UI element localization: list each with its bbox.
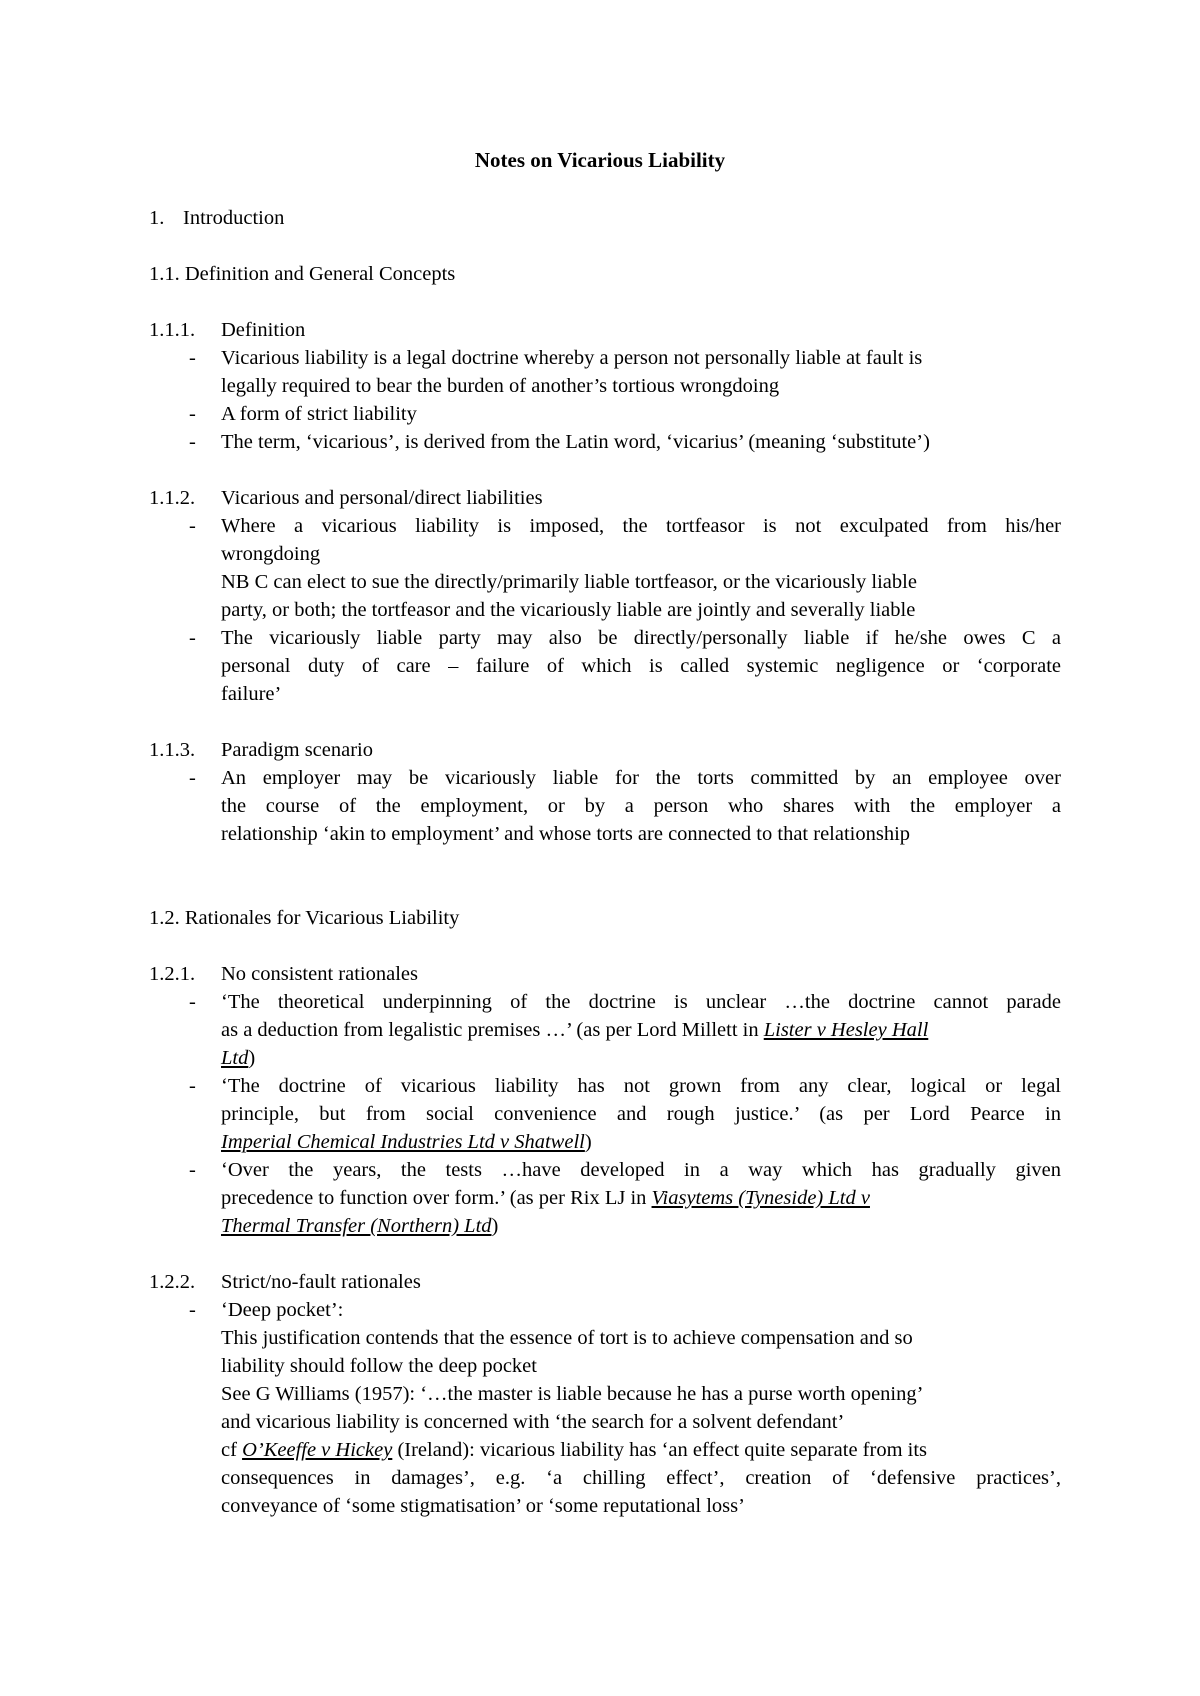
subsubsection-heading: Paradigm scenario: [221, 739, 373, 761]
quote-text-part: as a deduction from legalistic premises …’ (as per Lord Millett in: [221, 1019, 764, 1041]
bullet-text: legally required to bear the burden of another’s tortious wrongdoing: [221, 375, 780, 397]
bullet-text: the course of the employment, or by a person who shares with the employer a: [221, 795, 1061, 817]
bullet-text: The vicariously liable party may also be directly/personally liable if he/she owes C a: [221, 627, 1061, 649]
bullet-text: A form of strict liability: [221, 403, 417, 425]
quote-text: [221, 1212, 498, 1240]
bullet-text: An employer may be vicariously liable for the torts committed by an employee over: [221, 767, 1061, 789]
closing-paren: ): [248, 1047, 256, 1069]
paragraph-text: This justification contends that the essence of tort is to achieve compensation and so: [221, 1327, 913, 1349]
bullet-dash: -: [189, 627, 196, 649]
text-part: (Ireland): vicarious liability has ‘an effect quite separate from its: [392, 1439, 928, 1461]
bullet-dash: -: [189, 1075, 196, 1097]
subsubsection-number: 1.1.1.: [149, 319, 196, 341]
subsection-heading: 1.1. Definition and General Concepts: [149, 263, 456, 285]
paragraph-text: [221, 1436, 927, 1464]
bullet-text: The term, ‘vicarious’, is derived from the Latin word, ‘vicarius’ (meaning ‘substitute’): [221, 431, 930, 453]
case-citation: Thermal Transfer (Northern) Ltd: [221, 1215, 492, 1237]
bullet-text: ‘Deep pocket’:: [221, 1299, 344, 1321]
subsubsection-heading: No consistent rationales: [221, 963, 418, 985]
bullet-dash: -: [189, 431, 196, 453]
bullet-dash: -: [189, 1159, 196, 1181]
document-title: Notes on Vicarious Liability: [474, 148, 726, 172]
bullet-text: Vicarious liability is a legal doctrine whereby a person not personally liable at fault is: [221, 347, 923, 369]
bullet-dash: -: [189, 1299, 196, 1321]
bullet-dash: -: [189, 515, 196, 537]
bullet-dash: -: [189, 347, 196, 369]
closing-paren: ): [491, 1215, 499, 1237]
case-citation: Lister v Hesley Hall: [763, 1019, 929, 1041]
case-citation: Viasytems (Tyneside) Ltd v: [651, 1187, 870, 1209]
note-text: NB C can elect to sue the directly/primarily liable tortfeasor, or the vicariously liable: [221, 571, 917, 593]
quote-text: ‘Over the years, the tests …have developed in a way which has gradually given: [221, 1159, 1061, 1181]
subsubsection-number: 1.1.2.: [149, 487, 196, 509]
bullet-text: relationship ‘akin to employment’ and whose torts are connected to that relationship: [221, 823, 911, 845]
paragraph-text: liability should follow the deep pocket: [221, 1355, 537, 1377]
case-citation: Ltd: [221, 1047, 249, 1069]
quote-text: [221, 1044, 255, 1072]
quote-text: principle, but from social convenience and rough justice.’ (as per Lord Pearce in: [221, 1103, 1061, 1125]
paragraph-text: See G Williams (1957): ‘…the master is liable because he has a purse worth opening’: [221, 1383, 924, 1405]
section-heading: Introduction: [183, 207, 285, 229]
section-number: 1.: [149, 207, 165, 229]
paragraph-text: conveyance of ‘some stigmatisation’ or ‘some reputational loss’: [221, 1495, 745, 1517]
quote-text: [221, 1128, 592, 1156]
subsubsection-number: 1.2.1.: [149, 963, 196, 985]
subsubsection-number: 1.2.2.: [149, 1271, 196, 1293]
bullet-text: personal duty of care – failure of which is called systemic negligence or ‘corporate: [221, 655, 1061, 677]
note-text: party, or both; the tortfeasor and the vicariously liable are jointly and severally liable: [221, 599, 916, 621]
closing-paren: ): [584, 1131, 592, 1153]
quote-text-part: precedence to function over form.’ (as per Rix LJ in: [221, 1187, 652, 1209]
text-part: cf: [221, 1439, 243, 1461]
paragraph-text: consequences in damages’, e.g. ‘a chilling effect’, creation of ‘defensive practices’,: [221, 1467, 1061, 1489]
bullet-text: failure’: [221, 683, 282, 705]
bullet-text: Where a vicarious liability is imposed, the tortfeasor is not exculpated from his/her: [221, 515, 1061, 537]
case-citation: Imperial Chemical Industries Ltd v Shatwell: [221, 1131, 585, 1153]
bullet-dash: -: [189, 991, 196, 1013]
subsubsection-heading: Vicarious and personal/direct liabilities: [221, 487, 543, 509]
subsubsection-heading: Definition: [221, 319, 306, 341]
quote-text: ‘The theoretical underpinning of the doctrine is unclear …the doctrine cannot parade: [221, 991, 1061, 1013]
bullet-dash: -: [189, 767, 196, 789]
quote-text: [221, 1016, 928, 1044]
case-citation: O’Keeffe v Hickey: [242, 1439, 393, 1461]
subsubsection-heading: Strict/no-fault rationales: [221, 1271, 421, 1293]
subsubsection-number: 1.1.3.: [149, 739, 196, 761]
bullet-text: wrongdoing: [221, 543, 321, 565]
paragraph-text: and vicarious liability is concerned with ‘the search for a solvent defendant’: [221, 1411, 845, 1433]
quote-text: ‘The doctrine of vicarious liability has not grown from any clear, logical or legal: [221, 1075, 1061, 1097]
subsection-heading: 1.2. Rationales for Vicarious Liability: [149, 907, 460, 929]
quote-text: [221, 1184, 870, 1212]
bullet-dash: -: [189, 403, 196, 425]
